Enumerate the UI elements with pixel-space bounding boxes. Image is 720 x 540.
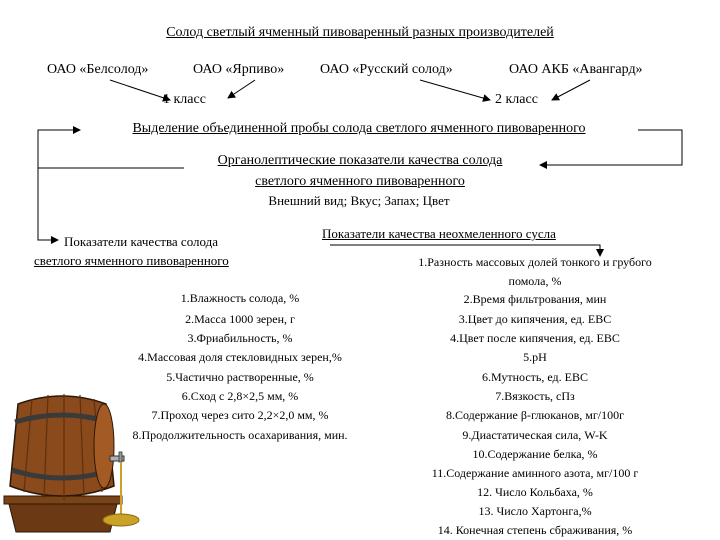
- wort-quality-item: 14. Конечная степень сбраживания, %: [437, 523, 633, 537]
- beer-barrel-illustration: [0, 382, 150, 540]
- wort-quality-item: 4.Цвет после кипячения, ед. EBC: [450, 331, 620, 345]
- barrel-stand: [8, 500, 118, 532]
- wort-quality-item: помола, %: [508, 274, 562, 288]
- producer-belsolod: ОАО «Белсолод»: [47, 62, 149, 77]
- page-title: Солод светлый ячменный пивоваренный разных производителей: [166, 25, 554, 40]
- organoleptic-attributes: Внешний вид; Вкус; Запах; Цвет: [268, 193, 450, 208]
- malt-quality-item: 6.Сход с 2,8×2,5 мм, %: [181, 389, 299, 403]
- wort-quality-item: 6.Мутность, ед. EBC: [482, 370, 588, 384]
- malt-quality-item: 3.Фриабильность, %: [187, 331, 293, 345]
- arrow-russian-to-class2: [420, 80, 490, 100]
- malt-quality-heading-line2: светлого ячменного пивоваренного: [34, 253, 229, 268]
- arrow-left-to-selection: [38, 130, 80, 190]
- wort-quality-item: 2.Время фильтрования, мин: [463, 292, 607, 306]
- organoleptic-heading-line2: светлого ячменного пивоваренного: [255, 174, 465, 189]
- malt-quality-item: 1.Влажность солода, %: [180, 291, 300, 305]
- class-2-label: 2 класс: [495, 92, 538, 107]
- arrow-yarpivo-to-class1: [228, 80, 255, 98]
- producer-avangard: ОАО АКБ «Авангард»: [509, 62, 643, 77]
- wort-quality-item: 8.Содержание β-глюканов, мг/100г: [445, 408, 625, 422]
- wort-quality-item: 5.pH: [523, 350, 547, 364]
- malt-quality-item: 7.Проход через сито 2,2×2,0 мм, %: [151, 408, 329, 422]
- wort-quality-item: 7.Вязкость, сПз: [495, 389, 575, 403]
- producer-yarpivo: ОАО «Ярпиво»: [193, 62, 285, 77]
- organoleptic-heading-line1: Органолептические показатели качества солода: [217, 153, 503, 168]
- sample-selection-step: Выделение объединенной пробы солода светлого ячменного пивоваренного: [132, 121, 586, 136]
- wort-quality-item: 1.Разность массовых долей тонкого и грубого: [418, 255, 652, 269]
- arrow-belsolod-to-class1: [110, 80, 170, 100]
- wort-quality-item: 10.Содержание белка, %: [472, 447, 598, 461]
- wort-quality-item: 12. Число Кольбаха, %: [477, 485, 593, 499]
- arrow-avangard-to-class2: [552, 80, 590, 100]
- malt-quality-item: 5.Частично растворенные, %: [166, 370, 314, 384]
- wort-quality-item: 9.Диастатическая сила, W-K: [462, 428, 608, 442]
- line-left-bracket: [38, 168, 184, 240]
- malt-quality-item: 8.Продолжительность осахаривания, мин.: [132, 428, 348, 442]
- malt-quality-item: 2.Масса 1000 зерен, г: [185, 312, 295, 326]
- producer-russky-solod: ОАО «Русский солод»: [320, 62, 453, 77]
- beer-puddle: [103, 514, 139, 526]
- wort-quality-item: 3.Цвет до кипячения, ед. EBC: [458, 312, 612, 326]
- wort-quality-heading: Показатели качества неохмеленного сусла: [322, 226, 556, 241]
- malt-quality-item: 4.Массовая доля стекловидных зерен,%: [138, 350, 342, 364]
- wort-quality-item: 11.Содержание аминного азота, мг/100 г: [431, 466, 639, 480]
- class-1-label: 1 класс: [163, 92, 206, 107]
- wort-quality-item: 13. Число Хартонга,%: [478, 504, 592, 518]
- malt-quality-heading-line1: Показатели качества солода: [64, 234, 219, 249]
